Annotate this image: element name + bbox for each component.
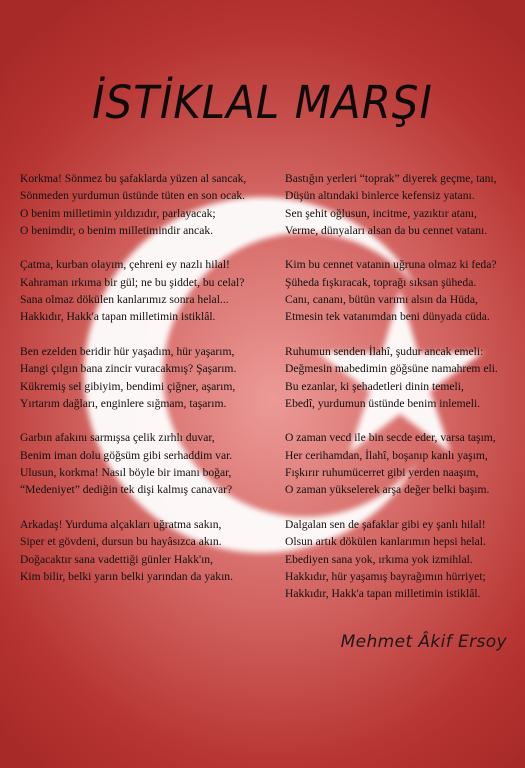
verse-line: O benim milletimin yıldızıdır, parlayacak;	[20, 206, 216, 220]
verse-line: Siper et gövdeni, dursun bu hayâsızca akın.	[20, 535, 222, 549]
verse-line: Olsun artık dökülen kanlarımın hepsi helal.	[285, 535, 486, 549]
verse-line: Sana olmaz dökülen kanlarımız sonra helal...	[20, 293, 229, 307]
verse-line: Ebediyen sana yok, ırkıma yok izmihlal.	[285, 552, 473, 566]
verse-line: Kahraman ırkıma bir gül; ne bu şiddet, bu celal?	[20, 275, 245, 289]
verse-line: Kim bilir, belki yarın belki yarından da yakın.	[20, 569, 234, 583]
verse-line: Sen şehit oğlusun, incitme, yazıktır atanı,	[285, 206, 477, 220]
verse-line: O benimdir, o benim milletimindir ancak.	[20, 223, 214, 237]
verse-line: Ebedî, yurdumun üstünde benim inlemeli.	[285, 396, 481, 410]
verse-line: O zaman yükselerek arşa değer belki başım.	[285, 483, 490, 497]
verse-line: Garbın afakını sarmışsa çelik zırhlı duvar,	[20, 431, 215, 445]
poem-column-right	[285, 170, 525, 620]
verse-line: Arkadaş! Yurduma alçakları uğratma sakın,	[20, 517, 222, 531]
verse-line: Hakkıdır, Hakk'a tapan milletimin istiklâl.	[285, 587, 481, 601]
verse-line: Bastığın yerleri “toprak” diyerek geçme, tanı,	[285, 172, 497, 185]
verse-line: O zaman vecd ile bin secde eder, varsa taşım,	[285, 431, 496, 445]
stanza	[285, 256, 525, 325]
verse-line: Hakkıdır, hür yaşamış bayrağımın hürriyet;	[285, 569, 486, 583]
verse-line: Kim bu cennet vatanın uğruna olmaz ki feda?	[285, 258, 497, 272]
verse-line: Canı, cananı, bütün varımı alsın da Hüda,	[285, 293, 478, 307]
verse-line: Yırtarım dağları, enginlere sığmam, taşarım.	[20, 396, 227, 410]
stanza	[20, 343, 272, 412]
poem-column-left	[20, 170, 272, 602]
verse-line: Dalgalan sen de şafaklar gibi ey şanlı hilal!	[285, 517, 486, 531]
verse-line: Etmesin tek vatanımdan beni dünyada cüda.	[285, 310, 490, 324]
verse-line: Ruhumun senden İlahî, şudur ancak emeli:	[285, 344, 484, 358]
verse-line: Şüheda fışkıracak, toprağı sıksan şüheda.	[285, 275, 477, 289]
verse-line: Hakkıdır, Hakk'a tapan milletimin istiklâl.	[20, 310, 216, 324]
verse-line: Ben ezelden beridir hür yaşadım, hür yaşarım,	[20, 344, 235, 358]
verse-line: Sönmeden yurdumun üstünde tüten en son ocak.	[20, 189, 246, 203]
verse-line: Benim iman dolu göğsüm gibi serhaddim var.	[20, 448, 233, 462]
verse-line: Doğacaktır sana vadettiği günler Hakk'ın,	[20, 552, 214, 566]
verse-line: Hangi çılgın bana zincir vuracakmış? Şaşarım.	[20, 362, 237, 376]
verse-line: Ulusun, korkma! Nasıl böyle bir imanı boğar,	[20, 466, 232, 480]
verse-line: Fışkırır ruhumücerret gibi yerden naaşım,	[285, 466, 479, 480]
verse-line: Korkma! Sönmez bu şafaklarda yüzen al sancak,	[20, 172, 247, 185]
stanza	[285, 343, 525, 412]
verse-line: Çatma, kurban olayım, çehreni ey nazlı hilal!	[20, 258, 230, 272]
verse-line: Kükremiş sel gibiyim, bendimi çiğner, aşarım,	[20, 379, 236, 393]
stanza	[285, 516, 525, 602]
verse-line: Bu ezanlar, ki şehadetleri dinin temeli,	[285, 379, 464, 393]
stanza	[20, 516, 272, 585]
page-title: İSTİKLAL MARŞI	[92, 76, 433, 129]
verse-line: Düşün altındaki binlerce kefensiz yatanı.	[285, 189, 475, 203]
author-signature: Mehmet Âkif Ersoy	[340, 632, 507, 652]
stanza	[285, 170, 525, 239]
verse-line: Verme, dünyaları alsan da bu cennet vatanı.	[285, 223, 488, 237]
stanza	[20, 256, 272, 325]
verse-line: “Medeniyet” dediğin tek dişi kalmış canavar?	[20, 483, 233, 497]
verse-line: Her cerihamdan, İlahî, boşanıp kanlı yaşım,	[285, 448, 488, 462]
stanza	[20, 429, 272, 498]
verse-line: Değmesin mabedimin göğsüne namahrem eli.	[285, 362, 498, 376]
stanza	[20, 170, 272, 239]
stanza	[285, 429, 525, 498]
